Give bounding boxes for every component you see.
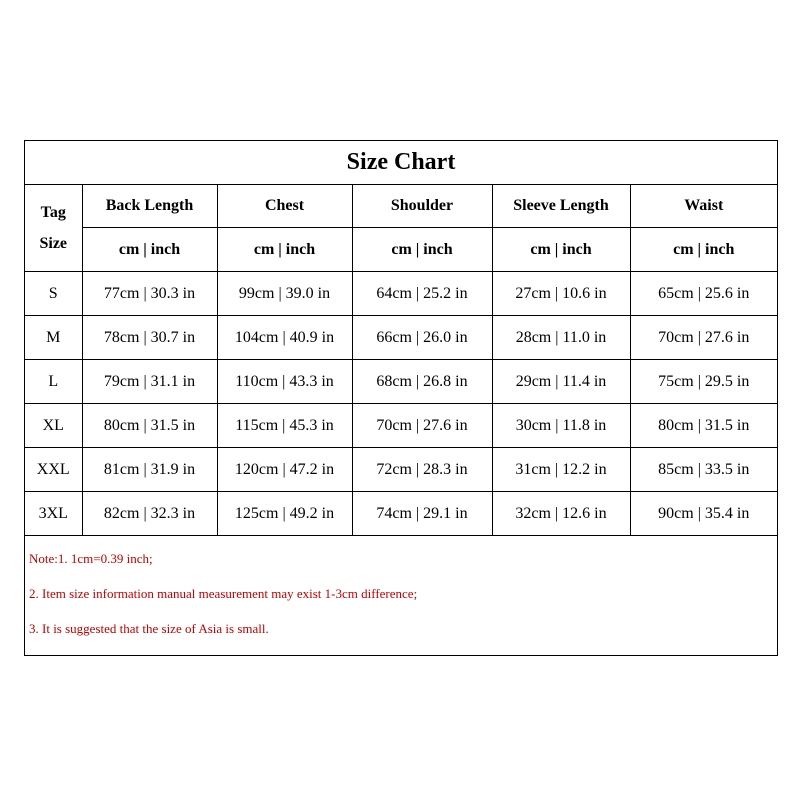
table-row — [25, 360, 777, 404]
header-row — [25, 184, 777, 228]
table-row — [25, 492, 777, 536]
unit-label: cm | inch — [352, 228, 492, 272]
size-cell: M — [25, 316, 82, 360]
tag-label: Tag — [40, 203, 66, 221]
size-chart — [24, 140, 778, 656]
size-label: Size — [39, 234, 68, 252]
table-row — [25, 272, 777, 316]
table-cell: 77cm | 30.3 in — [82, 272, 217, 316]
notes-section — [25, 535, 777, 655]
size-table — [25, 184, 777, 536]
table-row — [25, 316, 777, 360]
unit-label: cm | inch — [217, 228, 352, 272]
note-item: 3. It is suggested that the size of Asia is small. — [29, 621, 269, 636]
table-cell: 30cm | 11.8 in — [492, 404, 630, 448]
chart-title: Size Chart — [25, 141, 777, 185]
column-header: Sleeve Length — [492, 184, 630, 228]
size-cell: S — [25, 272, 82, 316]
table-cell: 85cm | 33.5 in — [630, 448, 777, 492]
note-item: Note:1. 1cm=0.39 inch; — [29, 551, 153, 566]
table-cell: 74cm | 29.1 in — [352, 492, 492, 536]
note-item: 2. Item size information manual measurement may exist 1-3cm difference; — [29, 586, 418, 601]
table-cell: 70cm | 27.6 in — [630, 316, 777, 360]
table-cell: 27cm | 10.6 in — [492, 272, 630, 316]
size-cell: L — [25, 360, 82, 404]
unit-label: cm | inch — [82, 228, 217, 272]
unit-row — [25, 228, 777, 272]
table-cell: 90cm | 35.4 in — [630, 492, 777, 536]
column-header: Shoulder — [352, 184, 492, 228]
table-cell: 104cm | 40.9 in — [217, 316, 352, 360]
table-cell: 115cm | 45.3 in — [217, 404, 352, 448]
table-cell: 68cm | 26.8 in — [352, 360, 492, 404]
table-cell: 66cm | 26.0 in — [352, 316, 492, 360]
table-cell: 31cm | 12.2 in — [492, 448, 630, 492]
table-cell: 120cm | 47.2 in — [217, 448, 352, 492]
table-cell: 65cm | 25.6 in — [630, 272, 777, 316]
size-cell: 3XL — [25, 492, 82, 536]
table-cell: 70cm | 27.6 in — [352, 404, 492, 448]
table-cell: 29cm | 11.4 in — [492, 360, 630, 404]
column-header: Chest — [217, 184, 352, 228]
size-cell: XL — [25, 404, 82, 448]
table-cell: 79cm | 31.1 in — [82, 360, 217, 404]
table-cell: 72cm | 28.3 in — [352, 448, 492, 492]
column-header: Back Length — [82, 184, 217, 228]
table-cell: 110cm | 43.3 in — [217, 360, 352, 404]
table-cell: 80cm | 31.5 in — [630, 404, 777, 448]
table-cell: 64cm | 25.2 in — [352, 272, 492, 316]
table-cell: 78cm | 30.7 in — [82, 316, 217, 360]
unit-label: cm | inch — [492, 228, 630, 272]
column-header: Waist — [630, 184, 777, 228]
table-cell: 81cm | 31.9 in — [82, 448, 217, 492]
table-row — [25, 448, 777, 492]
size-cell: XXL — [25, 448, 82, 492]
tag-size-header — [25, 184, 82, 272]
table-cell: 82cm | 32.3 in — [82, 492, 217, 536]
table-cell: 32cm | 12.6 in — [492, 492, 630, 536]
table-cell: 75cm | 29.5 in — [630, 360, 777, 404]
unit-label: cm | inch — [630, 228, 777, 272]
table-row — [25, 404, 777, 448]
table-cell: 99cm | 39.0 in — [217, 272, 352, 316]
table-cell: 28cm | 11.0 in — [492, 316, 630, 360]
table-cell: 125cm | 49.2 in — [217, 492, 352, 536]
table-cell: 80cm | 31.5 in — [82, 404, 217, 448]
